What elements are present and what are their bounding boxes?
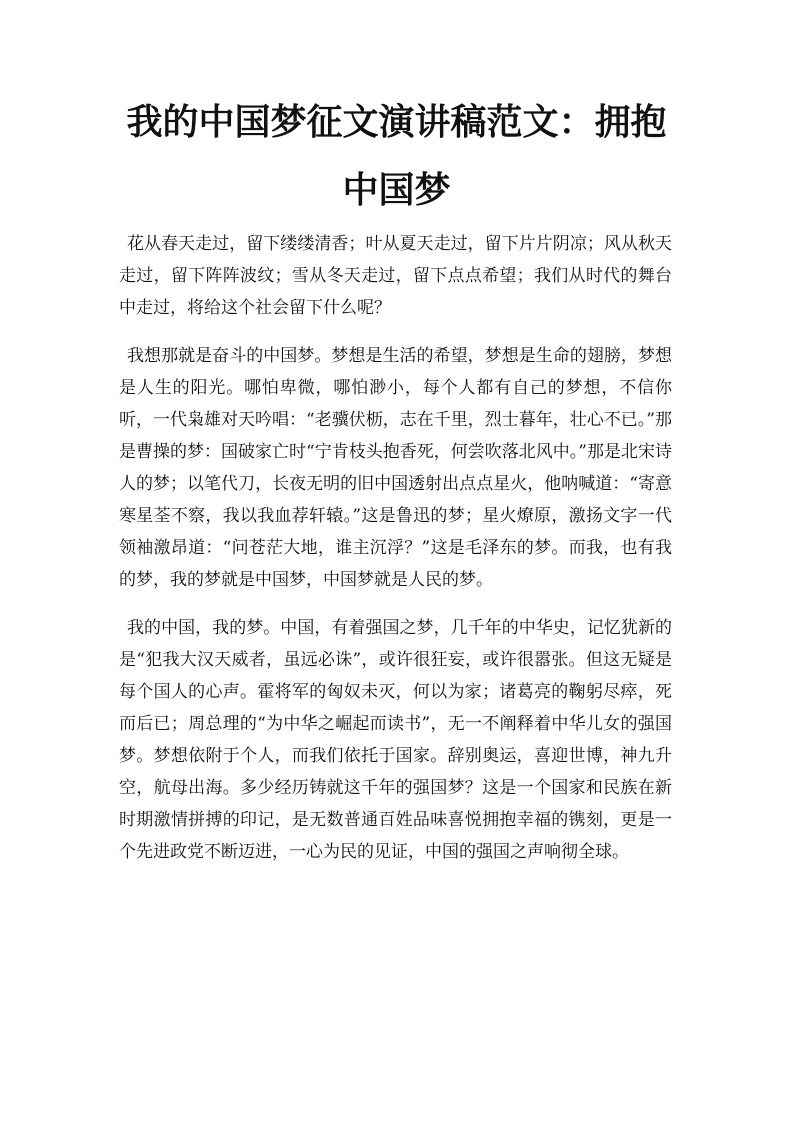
paragraph-intro: 花从春天走过，留下缕缕清香；叶从夏天走过，留下片片阴凉；风从秋天走过，留下阵阵波纹；雪从冬天走过，留下点点希望；我们从时代的舞台中走过，将给这个社会留下什么呢？ (119, 234, 672, 318)
document-title: 我的中国梦征文演讲稿范文：拥抱中国梦 (126, 101, 667, 211)
paragraph-strong-nation: 我的中国，我的梦。中国，有着强国之梦，几千年的中华史，记忆犹新的是“犯我大汉天威者，虽远必诛”，或许很狂妄，或许很嚣张。但这无疑是每个国人的心声。霍将军的匈奴未灭，何以为家；诸葛亮的鞠躬尽瘁，死而后已；周总理的“为中华之崛起而读书”，无一不阐释着中华儿女的强国梦。梦想依附于个人，而我们依托于国家。辞别奥运，喜迎世博，神九升空，航母出海。多少经历铸就这千年的强国梦？这是一个国家和民族在新时期激情拼搏的印记，是无数普通百姓品味喜悦拥抱幸福的镌刻，更是一个先进政党不断迈进，一心为民的见证，中国的强国之声响彻全球。 (119, 618, 672, 862)
paragraph-dreams: 我想那就是奋斗的中国梦。梦想是生活的希望，梦想是生命的翅膀，梦想是人生的阳光。哪怕卑微，哪怕渺小，每个人都有自己的梦想，不信你听，一代枭雄对天吟唱：“老骥伏枥，志在千里，烈士暮年，壮心不已。”那是曹操的梦：国破家亡时“宁肯枝头抱香死，何尝吹落北风中。”那是北宋诗人的梦；以笔代刀，长夜无明的旧中国透射出点点星火，他呐喊道：“寄意寒星荃不察，我以我血荐轩辕。”这是鲁迅的梦；星火燎原，激扬文字一代领袖激昂道：“问苍茫大地，谁主沉浮？”这是毛泽东的梦。而我，也有我的梦，我的梦就是中国梦，中国梦就是人民的梦。 (119, 346, 672, 590)
document-body (119, 228, 672, 884)
